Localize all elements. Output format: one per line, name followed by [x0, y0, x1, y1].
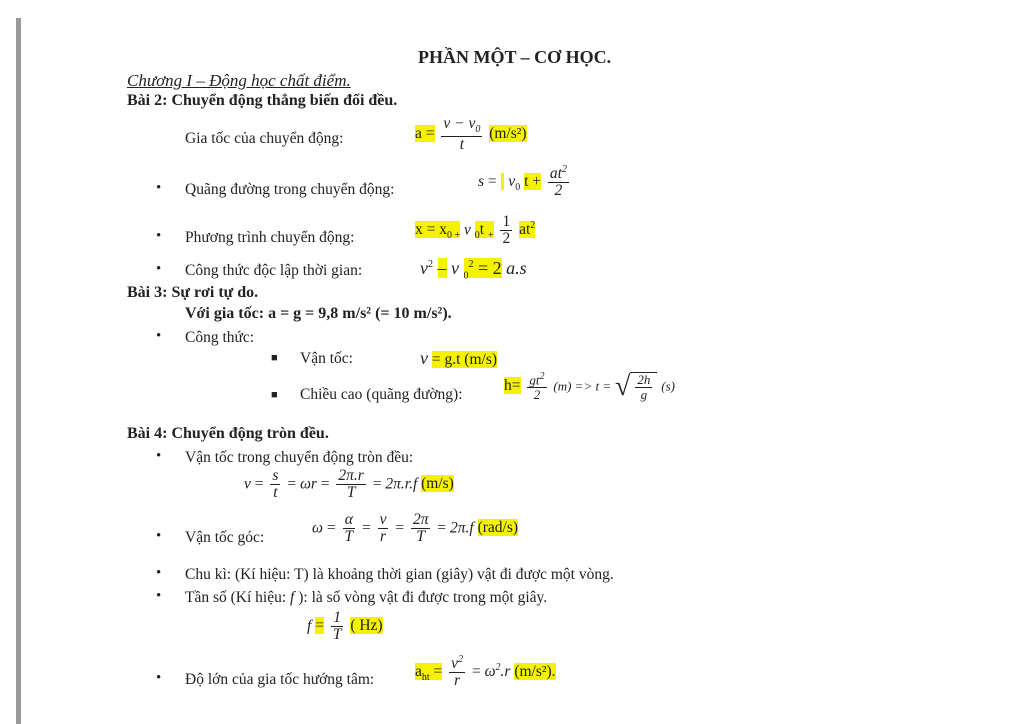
frequency-definition: Tần số (Kí hiệu: f ): là số vòng vật đi được trong một giây.: [185, 589, 548, 606]
lesson-4-title: Bài 4: Chuyển động tròn đều.: [127, 425, 329, 442]
bullet: •: [156, 448, 162, 464]
fall-velocity-formula: v = g.t (m/s): [420, 348, 498, 368]
fall-velocity-value: = g.t (m/s): [431, 351, 498, 368]
bullet: •: [156, 565, 162, 581]
circular-velocity-unit: (m/s): [421, 475, 454, 493]
frequency-formula: f = $\frac{1}{T}$ ( Hz): [307, 609, 383, 644]
angular-velocity-formula: ω = $\frac{\alpha}{T}$ = $\frac{v}{r}$ = $\frac{2\pi}{T}$ = 2π.f (rad/s): [312, 511, 519, 546]
centripetal-unit: (m/s²).: [514, 662, 556, 680]
frequency-unit: ( Hz): [350, 617, 383, 635]
height-prefix: h=: [504, 377, 521, 395]
period-definition: Chu kì: (Kí hiệu: T) là khoảng thời gian (giây) vật đi được một vòng.: [185, 566, 614, 583]
independent-label: Công thức độc lập thời gian:: [185, 262, 363, 279]
centripetal-formula: $a_{ht}$ = $\frac{v^2}{r}$ = $\omega^2.r$ (m/s²).: [415, 654, 556, 690]
distance-label: Quãng đường trong chuyển động:: [185, 181, 395, 198]
height-formula: h= $\frac{gt^2}{2}$ (m) => t = √ $\frac{2h}{g}$ (s): [504, 370, 675, 402]
bullet: •: [156, 180, 162, 196]
bullet: •: [156, 228, 162, 244]
bullet: •: [156, 588, 162, 604]
frequency-text-a: Tần số (Kí hiệu:: [185, 589, 287, 606]
distance-formula: $s = v_0$ t + $\frac{at^2}{2}$: [478, 164, 567, 200]
lesson-3-title: Bài 3: Sự rơi tự do.: [127, 284, 259, 301]
centripetal-label: Độ lớn của gia tốc hướng tâm:: [185, 671, 375, 688]
bullet: •: [156, 528, 162, 544]
bullet: •: [156, 261, 162, 277]
square-bullet: ■: [271, 389, 278, 401]
acceleration-formula: a = $\frac{v - v_0}{t}$ (m/s²): [415, 115, 527, 153]
page-left-border: [16, 18, 21, 724]
equation-formula: $x = x_{0 +}$ v $_0$t $_+$ $\frac{1}{2}$ $at^2$: [415, 213, 536, 248]
part-heading: PHẦN MỘT – CƠ HỌC.: [418, 47, 612, 67]
angular-velocity-label: Vận tốc góc:: [185, 529, 265, 546]
lesson-2-title: Bài 2: Chuyển động thẳng biến đổi đều.: [127, 92, 398, 109]
height-unit: (m) => t =: [553, 378, 612, 394]
formula-label: Công thức:: [185, 329, 255, 346]
fall-velocity-label: Vận tốc:: [300, 350, 353, 367]
equation-label: Phương trình chuyển động:: [185, 229, 355, 246]
acceleration-unit: (m/s²): [489, 124, 527, 142]
bullet: •: [156, 670, 162, 686]
circular-velocity-label: Vận tốc trong chuyển động tròn đều:: [185, 449, 414, 466]
circular-velocity-formula: v = $\frac{s}{t}$ = ωr = $\frac{2\pi.r}{T}$ = 2π.r.f (m/s): [244, 467, 454, 502]
acceleration-label: Gia tốc của chuyển động:: [185, 130, 344, 147]
angular-velocity-unit: (rad/s): [477, 519, 519, 537]
frequency-text-b: ): là số vòng vật đi được trong một giây.: [298, 589, 548, 606]
document-page: [22, 0, 1024, 724]
square-bullet: ■: [271, 352, 278, 364]
free-fall-acceleration: Với gia tốc: a = g = 9,8 m/s² (= 10 m/s²).: [185, 305, 452, 322]
independent-formula: $v^2$ – v $_0^2$ = 2 a.s: [420, 258, 527, 282]
chapter-heading: Chương I – Động học chất điểm.: [127, 71, 351, 90]
bullet: •: [156, 328, 162, 344]
height-label: Chiều cao (quãng đường):: [300, 386, 463, 403]
